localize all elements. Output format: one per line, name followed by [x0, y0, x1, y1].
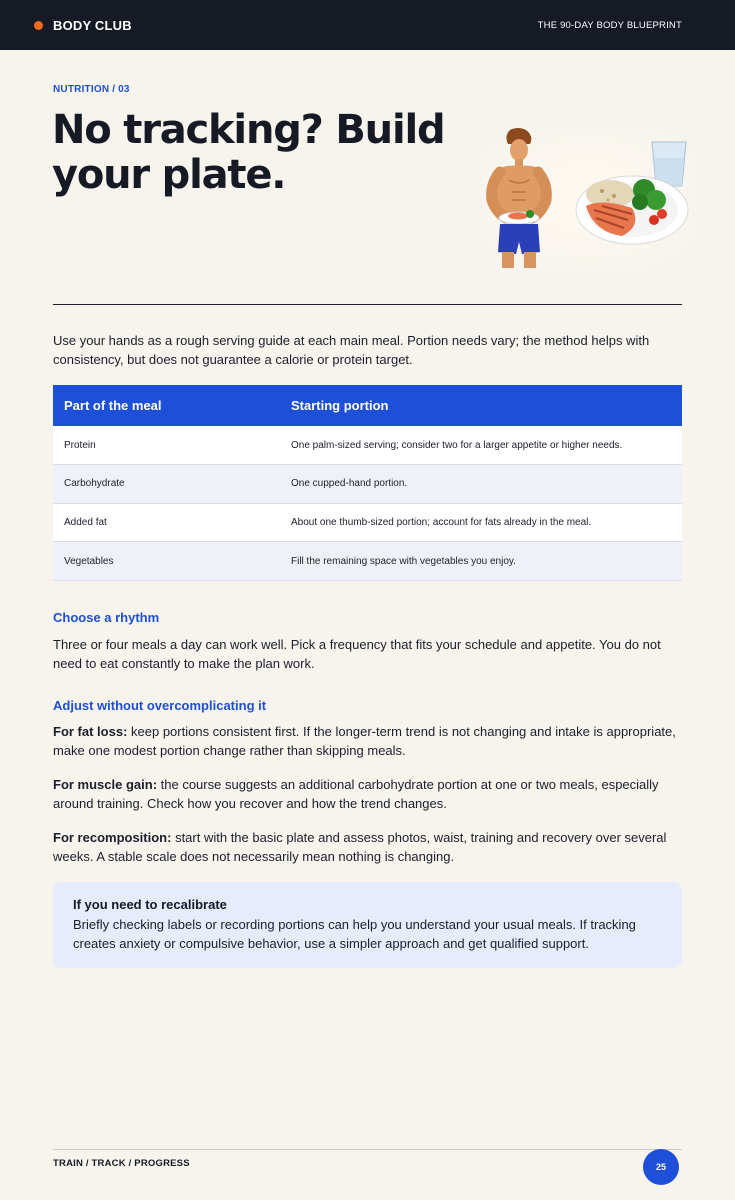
- page-number: 25: [643, 1149, 679, 1185]
- footer-tagline: TRAIN / TRACK / PROGRESS: [53, 1158, 190, 1169]
- table-header-row: [53, 385, 682, 426]
- callout-body: Briefly checking labels or recording portions can help you understand your usual meals. If tracking creates anxiety or compulsive behavior, use a simpler approach and get qualified support.: [73, 917, 636, 951]
- table-cell-part: Protein: [53, 426, 281, 465]
- salmon-plate-icon: [576, 176, 688, 244]
- table-row: [53, 465, 682, 504]
- brand-name: BODY CLUB: [53, 17, 132, 33]
- recomposition-paragraph: [53, 828, 682, 866]
- section-label: NUTRITION / 03: [53, 84, 130, 95]
- fat-loss-lead: For fat loss:: [53, 724, 128, 739]
- table-row: [53, 426, 682, 465]
- table-cell-portion: Fill the remaining space with vegetables you enjoy.: [281, 542, 682, 581]
- adjust-heading: Adjust without overcomplicating it: [53, 698, 267, 713]
- hero-illustration: [482, 128, 692, 268]
- table-header-part: Part of the meal: [53, 385, 281, 426]
- table-cell-part: Added fat: [53, 503, 281, 542]
- portion-table: [53, 385, 682, 581]
- publication-title: THE 90-DAY BODY BLUEPRINT: [537, 19, 682, 31]
- title-divider: [53, 304, 682, 305]
- footer-divider: [53, 1149, 682, 1150]
- table-row: [53, 542, 682, 581]
- rhythm-paragraph: Three or four meals a day can work well. Pick a frequency that fits your schedule and appetite. You do not need to eat constantly to make the plan work.: [53, 637, 661, 671]
- fat-loss-text: keep portions consistent first. If the longer-term trend is not changing and intake is appropriate, make one modest portion change rather than skipping meals.: [53, 724, 676, 758]
- muscle-gain-lead: For muscle gain:: [53, 777, 158, 792]
- callout-title: If you need to recalibrate: [73, 897, 227, 912]
- table-cell-part: Carbohydrate: [53, 465, 281, 504]
- brand-dot-icon: [34, 21, 43, 30]
- brand: [34, 18, 132, 33]
- muscle-gain-text: the course suggests an additional carbohydrate portion at one or two meals, especially around training. Check how you recover and how the trend changes.: [53, 777, 659, 811]
- intro-paragraph: Use your hands as a rough serving guide at each main meal. Portion needs vary; the method helps with consistency, but does not guarantee a calorie or protein target.: [53, 333, 650, 367]
- recomposition-text: start with the basic plate and assess photos, waist, training and recovery over several weeks. A stable scale does not necessarily mean nothing is changing.: [53, 830, 667, 864]
- table-cell-portion: One cupped-hand portion.: [281, 465, 682, 504]
- table-cell-portion: About one thumb-sized portion; account for fats already in the meal.: [281, 503, 682, 542]
- recomposition-lead: For recomposition:: [53, 830, 172, 845]
- rhythm-heading: Choose a rhythm: [53, 610, 160, 625]
- muscle-gain-paragraph: [53, 775, 682, 813]
- table-row: [53, 503, 682, 542]
- recalibrate-callout: [53, 882, 682, 968]
- fat-loss-paragraph: [53, 722, 682, 760]
- page-title: No tracking? Build your plate.: [52, 107, 445, 198]
- top-bar: [0, 0, 735, 50]
- table-header-portion: Starting portion: [281, 385, 682, 426]
- table-cell-part: Vegetables: [53, 542, 281, 581]
- table-cell-portion: One palm-sized serving; consider two for a larger appetite or higher needs.: [281, 426, 682, 465]
